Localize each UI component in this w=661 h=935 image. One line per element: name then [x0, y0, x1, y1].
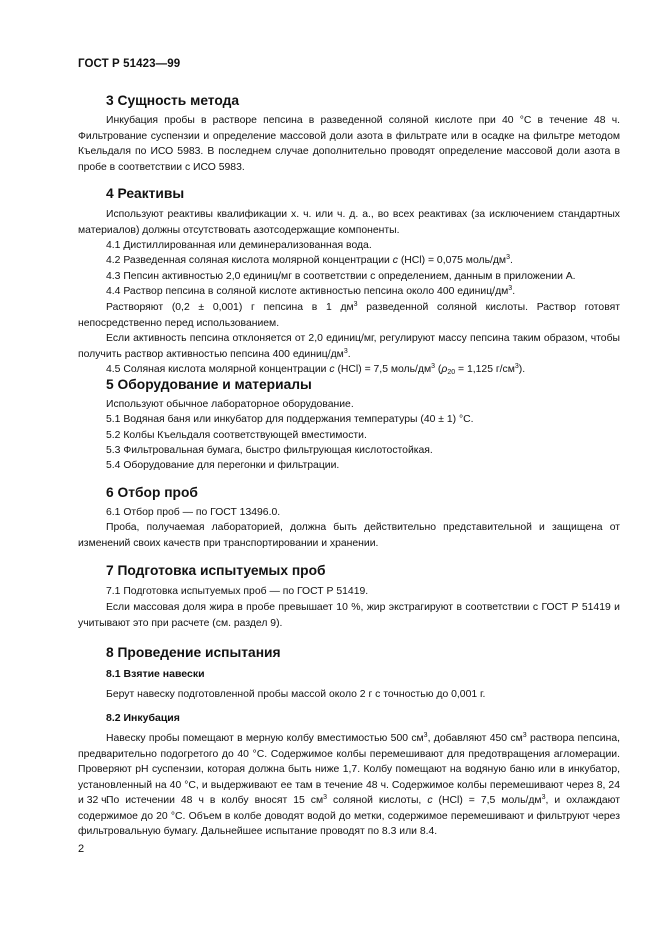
section-7-heading: 7 Подготовка испытуемых проб	[106, 563, 326, 578]
item-5-4: 5.4 Оборудование для перегонки и фильтрации.	[106, 460, 340, 471]
item-7-1: 7.1 Подготовка испытуемых проб — по ГОСТ Р 51419.	[106, 586, 369, 597]
item-5-2: 5.2 Колбы Къельдаля соответствующей вместимости.	[106, 430, 367, 441]
pepsin-activity-note: Если активность пепсина отклоняется от 2,0 единиц/мг, регулируют массу пепсина таким образом, чтобы получить раствор активностью пепсина 400 единиц/$дм^3$.	[78, 333, 620, 360]
item-5-intro: Используют обычное лабораторное оборудование.	[106, 399, 354, 410]
item-4-5: 4.5 Соляная кислота молярной концентрации c (HCl) = 7,5 моль/$дм^3$ ($\rho_{20} = 1,125$ $г/см^3$).	[106, 363, 526, 376]
item-6-1: 6.1 Отбор проб — по ГОСТ 13496.0.	[106, 507, 281, 518]
standard-header: ГОСТ Р 51423—99	[78, 58, 181, 70]
item-4-2: 4.2 Разведенная соляная кислота молярной концентрации c (HCl) = 0,075 моль/$дм^3$.	[106, 254, 513, 266]
section-3-paragraph: Инкубация пробы в растворе пепсина в разведенной соляной кислоте при 40 °С в течение 48 ч. Фильтрование суспензии и определение массовой доли азота в фильтрате или в осадке на фильтре методом Къельдаля по ИСО 5983. В последнем случае дополнительно проводят определение массовой доли азота в пробе в соответствии с ИСО 5983.	[78, 115, 620, 173]
section-4-intro: Используют реактивы квалификации х. ч. или ч. д. а., во всех реактивах (за исключением стандартных материалов) должны отсутствовать азотсодержащие компоненты.	[78, 209, 620, 236]
section-3-heading: 3 Сущность метода	[106, 93, 240, 108]
subsection-8-1-text: Берут навеску подготовленной пробы массой около 2 г с точностью до 0,001 г.	[106, 689, 486, 700]
section-7-paragraph: Если массовая доля жира в пробе превышает 10 %, жир экстрагируют в соответствии с ГОСТ Р 51419 и учитывают это при расчете (см. раздел 9).	[78, 602, 620, 629]
subsection-8-2-paragraph-1: Навеску пробы помещают в мерную колбу вместимостью 500 $см^3$, добавляют 450 $см^3$ раствора пепсина, предварительно подогретого до 40 °С. Содержимое колбы перемешивают для предотвращения агломерации. Проверяют pH суспензии, которая должна быть ниже 1,7. Колбу помещают на водяную баню или в инкубатор, установленный на 40 °С, и выдерживают ее там в течение 48 ч. Содержимое колбы перемешивают через 8, 24 и 32 ч.	[78, 732, 620, 807]
section-5-heading: 5 Оборудование и материалы	[106, 377, 312, 392]
item-4-1: 4.1 Дистиллированная или деминерализованная вода.	[106, 240, 372, 251]
subsection-8-2-heading: 8.2 Инкубация	[106, 712, 180, 724]
subsection-8-2-paragraph-2: По истечении 48 ч в колбу вносят 15 $см^3$ соляной кислоты, c (HCl) = 7,5 моль/$дм^3$, и охлаждают содержимое до 20 °С. Объем в колбе доводят водой до метки, содержимое перемешивают и фильтруют через фильтровальную бумагу. Дальнейшее испытание проводят по 8.3 или 8.4.	[78, 794, 621, 838]
item-5-1: 5.1 Водяная баня или инкубатор для поддержания температуры (40 ± 1) °С.	[106, 414, 474, 425]
item-4-3: 4.3 Пепсин активностью 2,0 единиц/мг в соответствии с определением, данным в приложении А.	[106, 271, 576, 282]
section-8-heading: 8 Проведение испытания	[106, 645, 281, 660]
page-number: 2	[78, 843, 85, 855]
item-5-3: 5.3 Фильтровальная бумага, быстро фильтрующая кислотостойкая.	[106, 445, 433, 456]
section-6-paragraph: Проба, получаемая лабораторией, должна быть действительно представительной и защищена от изменений своих качеств при транспортировании и хранении.	[78, 522, 620, 549]
section-4-heading: 4 Реактивы	[106, 186, 185, 201]
subsection-8-1-heading: 8.1 Взятие навески	[106, 668, 205, 680]
item-4-4: 4.4 Раствор пепсина в соляной кислоте активностью пепсина около 400 единиц/$дм^3$.	[106, 285, 516, 297]
section-6-heading: 6 Отбор проб	[106, 485, 198, 500]
pepsin-solution-prep: Растворяют (0,2 ± 0,001) г пепсина в 1 $дм^3$ разведенной соляной кислоты. Раствор готовят непосредственно перед использованием.	[78, 301, 620, 329]
